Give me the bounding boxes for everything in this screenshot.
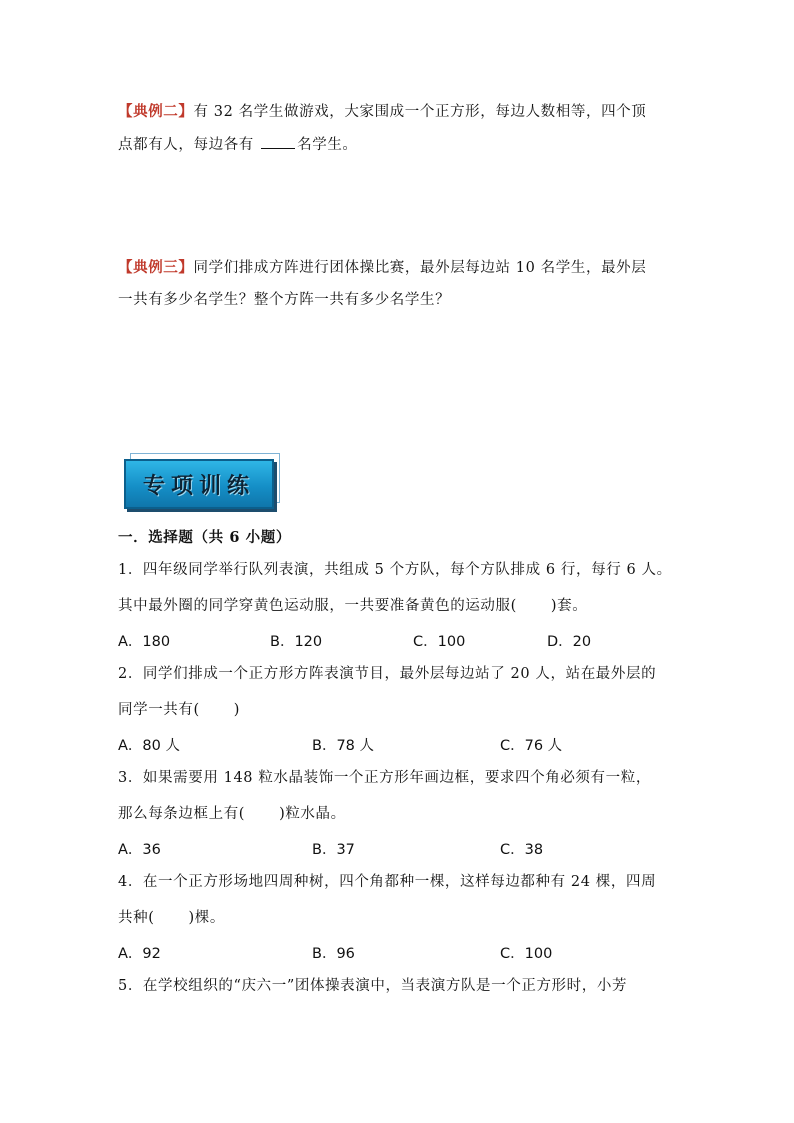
answer-paren: [200, 700, 234, 714]
answer-paren: [154, 908, 188, 922]
example2-text2b: 名学生。: [297, 137, 358, 153]
question-2-option-c: C．76 人: [500, 738, 563, 754]
question-4-line1: 4．在一个正方形场地四周种树，四个角都种一棵，这样每边都种有 24 棵，四周: [118, 874, 657, 890]
answer-blank: [261, 134, 295, 149]
question-2-line2: [118, 700, 240, 720]
question-1-option-b: B．120: [270, 634, 323, 650]
question-3-line1: 3．如果需要用 148 粒水晶装饰一个正方形年画边框，要求四个角必须有一粒，: [118, 770, 651, 786]
answer-paren: [517, 596, 551, 610]
question-4-text2a: 共种(: [118, 910, 155, 926]
question-4-option-b: B．96: [312, 946, 355, 962]
question-2-option-a: A．80 人: [118, 738, 180, 754]
question-1-option-c: C．100: [413, 634, 466, 650]
section-title: 一．选择题（共 6 小题）: [118, 529, 291, 546]
question-1-text2b: )套。: [550, 598, 588, 614]
question-3-option-b: B．37: [312, 842, 355, 858]
example3-text1: 同学们排成方阵进行团体操比赛，最外层每边站 10 名学生，最外层: [193, 260, 647, 276]
question-3-option-c: C．38: [500, 842, 544, 858]
question-1-line1: 1．四年级同学举行队列表演，共组成 5 个方队，每个方队排成 6 行，每行 6 人。: [118, 562, 672, 578]
example3-line1: [118, 258, 646, 278]
question-1-text2a: 其中最外圈的同学穿黄色运动服，一共要准备黄色的运动服(: [118, 598, 517, 614]
example2-line2: [118, 134, 358, 155]
example3-tag: 【典例三】: [118, 259, 194, 276]
section-banner: [124, 453, 280, 507]
question-3-text2a: 那么每条边框上有(: [118, 806, 246, 822]
question-4-text2b: )棵。: [188, 910, 225, 926]
question-3-text2b: )粒水晶。: [279, 806, 346, 822]
question-1-option-a: A．180: [118, 634, 171, 650]
question-2-line1: 2．同学们排成一个正方形方阵表演节目，最外层每边站了 20 人，站在最外层的: [118, 666, 657, 682]
question-3-line2: [118, 804, 346, 824]
example2-line1: [118, 102, 646, 122]
banner-label: 专项训练: [142, 472, 255, 499]
question-4-line2: [118, 908, 225, 928]
question-1-line2: [118, 596, 587, 616]
example3-line2: [118, 290, 450, 310]
example3-text2: 一共有多少名学生？整个方阵一共有多少名学生？: [118, 292, 451, 308]
question-4-option-a: A．92: [118, 946, 161, 962]
question-2-text2a: 同学一共有(: [118, 702, 200, 718]
question-5-line1: 5．在学校组织的“庆六一”团体操表演中，当表演方队是一个正方形时，小芳: [118, 978, 628, 994]
example2-tag: 【典例二】: [118, 103, 194, 120]
question-2-text2b: ): [233, 702, 241, 718]
banner-box: [124, 459, 274, 509]
question-2-option-b: B．78 人: [312, 738, 375, 754]
question-3-option-a: A．36: [118, 842, 161, 858]
example2-text2a: 点都有人，每边各有: [118, 137, 254, 153]
example2-text1: 有 32 名学生做游戏，大家围成一个正方形，每边人数相等，四个顶: [193, 104, 647, 120]
question-4-option-c: C．100: [500, 946, 553, 962]
question-1-option-d: D．20: [547, 634, 592, 650]
answer-paren: [245, 804, 279, 818]
